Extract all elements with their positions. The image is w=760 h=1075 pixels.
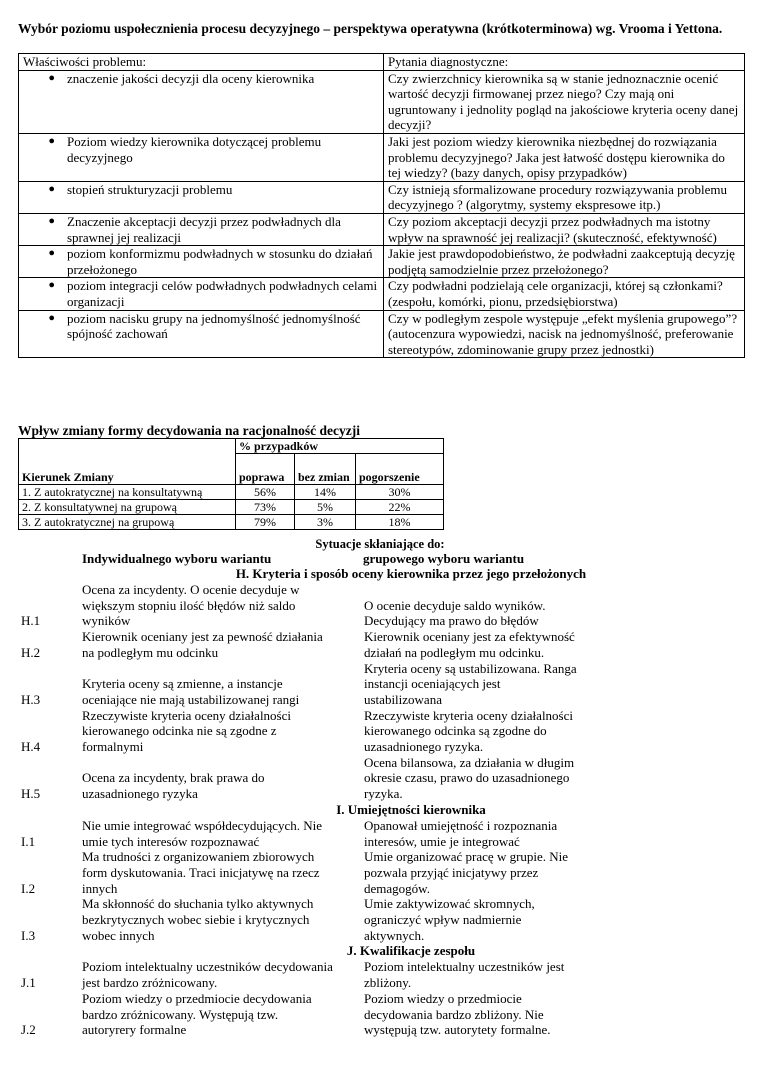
header-questions: Pytania diagnostyczne: bbox=[384, 54, 745, 71]
text-line: bardzo zróżnicowany. Występują tzw. bbox=[82, 1006, 279, 1022]
text-line: Rzeczywiste kryteria oceny działalności bbox=[364, 707, 573, 723]
col-individual-header: Indywidualnego wyboru wariantu bbox=[82, 551, 272, 566]
text-line: Opanował umiejętność i rozpoznania bbox=[364, 817, 558, 833]
item-code: J.2 bbox=[21, 1022, 36, 1038]
bullet-icon: ● bbox=[48, 71, 55, 84]
individual-text bbox=[82, 896, 362, 943]
better-cell: 56% bbox=[236, 485, 295, 500]
question-cell: Jakie jest prawdopodobieństwo, że podwładni zaakceptują decyzję podjętą samodzielnie przez przełożonego? bbox=[384, 246, 745, 278]
property-cell: poziom nacisku grupy na jednomyślność jednomyślność spójność zachowań bbox=[67, 310, 361, 342]
item-code: H.3 bbox=[21, 691, 41, 707]
text-line: Ocena za incydenty. O ocenie decyduje w bbox=[82, 582, 300, 597]
text-line: form dyskutowania. Traci inicjatywę na rzecz bbox=[82, 864, 320, 880]
worse-cell: 18% bbox=[356, 515, 444, 530]
text-line: Kryteria oceny są zmienne, a instancje bbox=[82, 676, 283, 692]
text-line: Ma trudności z organizowaniem zbiorowych bbox=[82, 849, 315, 865]
text-line: interesów, umie je integrować bbox=[364, 833, 520, 849]
bullet-icon: ● bbox=[48, 182, 55, 195]
same-cell: 5% bbox=[295, 500, 356, 515]
individual-text bbox=[82, 991, 362, 1038]
text-line: Decydujący ma prawo do błędów bbox=[364, 613, 539, 629]
change-effect-table bbox=[18, 438, 444, 530]
individual-text bbox=[82, 676, 362, 707]
bullet-icon: ● bbox=[48, 311, 55, 324]
col-worse-header: pogorszenie bbox=[356, 454, 444, 485]
text-line: aktywnych. bbox=[364, 927, 425, 943]
table-row bbox=[19, 500, 444, 515]
question-cell: Czy poziom akceptacji decyzji przez podwładnych ma istotny wpływ na sprawność jej realizacji? (skuteczność, efektywność) bbox=[384, 213, 745, 245]
text-line: Poziom intelektualny uczestników jest bbox=[364, 959, 565, 975]
col-group-header: grupowego wyboru wariantu bbox=[363, 551, 525, 566]
text-line: jest bardzo zróżnicowany. bbox=[82, 975, 218, 991]
text-line: Poziom wiedzy o przedmiocie bbox=[364, 990, 522, 1006]
question-cell: Czy istnieją sformalizowane procedury rozwiązywania problemu decyzyjnego ? (algorytmy, systemy ekspresowe itp.) bbox=[384, 181, 745, 213]
group-text bbox=[362, 598, 599, 629]
list-item bbox=[0, 582, 760, 629]
text-line: Umie organizować pracę w grupie. Nie bbox=[364, 849, 569, 865]
table-row bbox=[19, 310, 745, 358]
text-line: działań na podległym mu odcinku. bbox=[364, 644, 545, 660]
worse-cell: 22% bbox=[356, 500, 444, 515]
individual-text bbox=[82, 770, 362, 801]
text-line: ograniczyć wpływ nadmiernie bbox=[364, 912, 522, 928]
text-line: wobec innych bbox=[82, 927, 155, 943]
bullet-icon: ● bbox=[48, 279, 55, 292]
list-item bbox=[0, 959, 760, 990]
direction-cell: 2. Z konsultatywnej na grupową bbox=[19, 500, 236, 515]
text-line: zbliżony. bbox=[364, 975, 412, 991]
text-line: Kryteria oceny są ustabilizowana. Ranga bbox=[364, 660, 577, 676]
individual-text bbox=[82, 582, 362, 629]
list-item bbox=[0, 708, 760, 755]
group-text bbox=[362, 755, 599, 802]
individual-text bbox=[82, 849, 362, 896]
text-line: Kierownik oceniany jest za efektywność bbox=[364, 629, 575, 645]
group-text bbox=[362, 959, 599, 990]
bullet-icon: ● bbox=[48, 247, 55, 260]
worse-cell: 30% bbox=[356, 485, 444, 500]
section2-title: Wpływ zmiany formy decydowania na racjonalność decyzji bbox=[18, 423, 360, 438]
table-row bbox=[19, 278, 745, 310]
list-item bbox=[0, 755, 760, 802]
table-header-row bbox=[19, 54, 745, 71]
group-text bbox=[362, 896, 599, 943]
individual-text bbox=[82, 708, 362, 755]
text-line: wyników bbox=[82, 613, 131, 629]
group-title: J. Kwalifikacje zespołu bbox=[346, 943, 476, 959]
text-line: instancji oceniających jest bbox=[364, 676, 501, 692]
text-line: formalnymi bbox=[82, 739, 144, 755]
text-line: oceniające nie mają ustabilizowanej rangi bbox=[82, 691, 300, 707]
text-line: autoryrery formalne bbox=[82, 1022, 187, 1038]
text-line: ustabilizowana bbox=[364, 691, 442, 707]
better-cell: 73% bbox=[236, 500, 295, 515]
property-cell: poziom integracji celów podwładnych podwładnych celami organizacji bbox=[67, 278, 378, 309]
text-line: Ma skłonność do słuchania tylko aktywnych bbox=[82, 896, 314, 912]
group-text bbox=[362, 991, 599, 1038]
individual-text bbox=[82, 818, 362, 849]
header-properties: Właściwości problemu: bbox=[19, 54, 384, 71]
text-line: ryzyka. bbox=[364, 786, 403, 802]
table-row bbox=[19, 515, 444, 530]
group-text bbox=[362, 849, 599, 896]
text-line: Kierownik oceniany jest za pewność działania bbox=[82, 629, 323, 645]
text-line: Ocena bilansowa, za działania w długim bbox=[364, 754, 575, 770]
text-line: umie tych interesów rozpoznawać bbox=[82, 833, 260, 849]
text-line: pozwala przyjąć inicjatywy przez bbox=[364, 864, 539, 880]
item-code: J.1 bbox=[21, 975, 36, 991]
table-row bbox=[19, 213, 745, 245]
same-cell: 14% bbox=[295, 485, 356, 500]
direction-cell: 3. Z autokratycznej na grupową bbox=[19, 515, 236, 530]
property-cell: poziom konformizmu podwładnych w stosunku do działań przełożonego bbox=[67, 246, 373, 277]
question-cell: Czy podwładni podzielają cele organizacji, której są członkami? (zespołu, komórki, pionu, przedsiębiorstwa) bbox=[384, 278, 745, 310]
properties-table bbox=[18, 53, 745, 358]
individual-text bbox=[82, 959, 362, 990]
list-item bbox=[0, 849, 760, 896]
text-line: decydowania bardzo zbliżony. Nie bbox=[364, 1006, 544, 1022]
text-line: Poziom intelektualny uczestników decydowania bbox=[82, 959, 333, 975]
property-cell: Poziom wiedzy kierownika dotyczącej problemu decyzyjnego bbox=[67, 133, 322, 165]
table-row bbox=[19, 133, 745, 181]
bullet-icon: ● bbox=[48, 134, 55, 147]
property-cell: Znaczenie akceptacji decyzji przez podwładnych dla sprawnej jej realizacji bbox=[67, 213, 341, 245]
text-line: demagogów. bbox=[364, 880, 430, 896]
bullet-icon: ● bbox=[48, 214, 55, 227]
col-direction-header: Kierunek Zmiany bbox=[19, 439, 236, 485]
text-line: Poziom wiedzy o przedmiocie decydowania bbox=[82, 990, 312, 1006]
col-same-header: bez zmian bbox=[295, 454, 356, 485]
individual-text bbox=[82, 629, 362, 660]
group-text bbox=[362, 818, 599, 849]
table-row bbox=[19, 246, 745, 278]
text-line: występują tzw. autorytety formalne. bbox=[364, 1022, 551, 1038]
text-line: uzasadnionego ryzyka bbox=[82, 786, 198, 802]
text-line: większym stopniu ilość błędów niż saldo bbox=[82, 597, 296, 613]
percent-header: % przypadków bbox=[236, 439, 444, 454]
property-cell: znaczenie jakości decyzji dla oceny kierownika bbox=[67, 70, 315, 86]
item-code: H.1 bbox=[21, 613, 41, 629]
group-text bbox=[362, 708, 599, 755]
text-line: Ocena za incydenty, brak prawa do bbox=[82, 770, 265, 786]
item-code: H.4 bbox=[21, 739, 41, 755]
question-cell: Czy zwierzchnicy kierownika są w stanie jednoznacznie ocenić wartość decyzji firmowanej przez niego? Czy mają oni ugruntowany i jednolity pogląd na jakościowe kryteria oceny danej decyzji? bbox=[384, 70, 745, 133]
text-line: Rzeczywiste kryteria oceny działalności bbox=[82, 707, 291, 723]
text-line: uzasadnionego ryzyka. bbox=[364, 739, 484, 755]
table-row bbox=[19, 485, 444, 500]
same-cell: 3% bbox=[295, 515, 356, 530]
question-cell: Jaki jest poziom wiedzy kierownika niezbędnej do rozwiązania problemu decyzyjnego? Jaka jest łatwość dostępu kierownika do tej wiedzy? (bazy danych, opisy przypadków) bbox=[384, 133, 745, 181]
text-line: Umie zaktywizować skromnych, bbox=[364, 896, 535, 912]
item-code: H.5 bbox=[21, 786, 41, 802]
text-line: Nie umie integrować współdecydujących. Nie bbox=[82, 817, 323, 833]
better-cell: 79% bbox=[236, 515, 295, 530]
text-line: kierowanego odcinka są zgodne do bbox=[364, 723, 547, 739]
situations-heading: Sytuacje skłaniające do: bbox=[315, 537, 445, 551]
text-line: okresie czasu, prawo do uzasadnionego bbox=[364, 770, 570, 786]
item-code: I.2 bbox=[21, 880, 36, 896]
list-item bbox=[0, 896, 760, 943]
list-item bbox=[0, 629, 760, 660]
property-cell: stopień strukturyzacji problemu bbox=[67, 181, 233, 197]
question-cell: Czy w podległym zespole występuje „efekt myślenia grupowego”? (autocenzura wypowiedzi, nacisk na jednomyślność, preferowanie stereotypów, zdominowanie grupy przez jednostki) bbox=[384, 310, 745, 358]
situations-list bbox=[0, 566, 760, 1038]
list-item bbox=[0, 818, 760, 849]
item-code: I.3 bbox=[21, 927, 36, 943]
section1-title: Wybór poziomu uspołecznienia procesu decyzyjnego – perspektywa operatywna (krótkoterminowa) wg. Vrooma i Yettona. bbox=[18, 21, 723, 36]
text-line: O ocenie decyduje saldo wyników. bbox=[364, 597, 546, 613]
item-code: H.2 bbox=[21, 644, 41, 660]
text-line: innych bbox=[82, 880, 118, 896]
text-line: kierowanego odcinka nie są zgodne z bbox=[82, 723, 277, 739]
list-item bbox=[0, 661, 760, 708]
group-text bbox=[362, 629, 599, 660]
item-code: I.1 bbox=[21, 833, 36, 849]
list-item bbox=[0, 991, 760, 1038]
direction-cell: 1. Z autokratycznej na konsultatywną bbox=[19, 485, 236, 500]
table-row bbox=[19, 70, 745, 133]
group-text bbox=[362, 661, 599, 708]
col-better-header: poprawa bbox=[236, 454, 295, 485]
group-title: H. Kryteria i sposób oceny kierownika przez jego przełożonych bbox=[235, 566, 587, 581]
text-line: bezkrytycznych wobec siebie i krytycznych bbox=[82, 912, 310, 928]
text-line: na podległym mu odcinku bbox=[82, 644, 219, 660]
table-row bbox=[19, 181, 745, 213]
group-title: I. Umiejętności kierownika bbox=[336, 801, 486, 817]
